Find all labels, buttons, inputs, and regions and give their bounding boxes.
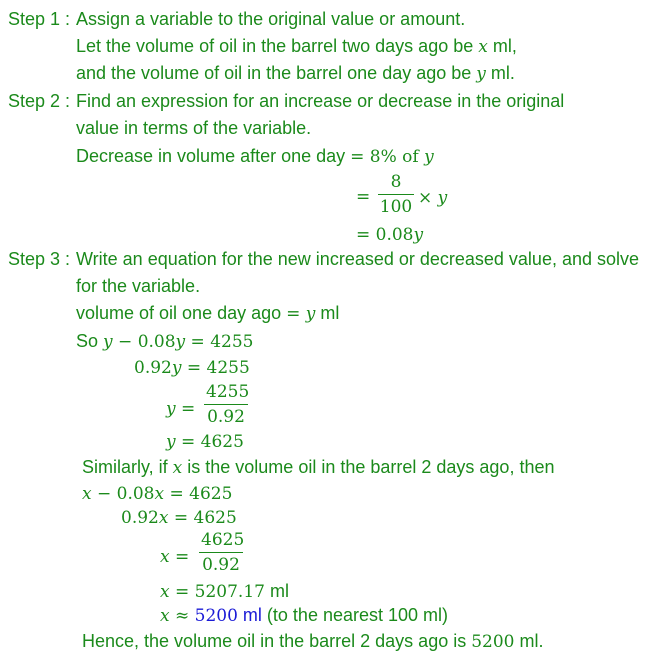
math: = 0.08 (356, 225, 414, 245)
text: Let the volume of oil in the barrel two days ago be (76, 36, 479, 56)
text: Similarly, if (82, 457, 173, 477)
step2-eq3 (356, 223, 423, 246)
unit: ml (264, 581, 289, 601)
numerator: 8 (378, 172, 414, 195)
variable-y: y (166, 399, 176, 419)
text: Hence, the volume oil in the barrel 2 days ago is (82, 631, 472, 651)
math: ≈ (169, 606, 195, 626)
x-equation-1 (82, 482, 232, 505)
text: So (76, 331, 104, 351)
numerator: 4255 (204, 382, 248, 405)
x-equation-4 (160, 580, 289, 603)
fraction-8-over-100 (378, 172, 414, 217)
variable-y: y (166, 432, 176, 452)
text: ml. (485, 63, 515, 83)
math: = 5207.17 (169, 582, 265, 602)
variable-x: x (154, 484, 165, 504)
step3-title-cont: for the variable. (76, 276, 201, 296)
y-equation-3-lhs (166, 397, 195, 420)
variable-x: x (478, 37, 488, 57)
denominator: 100 (379, 197, 413, 217)
text: ml. (514, 631, 544, 651)
variable-y: y (437, 188, 448, 208)
step2-title: Find an expression for an increase or decrease in the original (76, 91, 565, 111)
text: volume of oil one day ago (76, 303, 287, 323)
step3-volume-line (76, 302, 339, 325)
step2-label: Step 2 : (8, 91, 71, 111)
y-equation-2 (134, 356, 250, 379)
math: − 0.08 (91, 484, 155, 504)
step2-title-cont: value in terms of the variable. (76, 118, 312, 138)
step2-eq2-equals: = (356, 187, 371, 207)
text: ml, (487, 36, 517, 56)
variable-y: y (171, 358, 182, 378)
variable-x: x (160, 582, 170, 602)
math: = (175, 399, 196, 419)
variable-y: y (175, 332, 186, 352)
math: = 4625 (164, 484, 233, 504)
step3-title: Write an equation for the new increased or decreased value, and solve (76, 249, 640, 269)
math: − 0.08 (112, 332, 176, 352)
fraction-4255-over-092 (204, 382, 248, 427)
math: = 4255 (181, 358, 250, 378)
variable-y: y (103, 332, 113, 352)
x-equation-2 (121, 506, 237, 529)
math: 0.92 (121, 508, 159, 528)
step2-eq2-times (418, 186, 447, 209)
text: is the volume oil in the barrel 2 days ago, then (182, 457, 555, 477)
variable-x: x (172, 458, 183, 478)
math: = 8% of (350, 147, 425, 167)
text: Decrease in volume after one day (76, 146, 351, 166)
step2-eq1 (76, 145, 434, 168)
variable-x: x (158, 508, 169, 528)
x-equation-3-lhs (160, 545, 189, 568)
step1-title: Assign a variable to the original value or amount. (76, 9, 466, 29)
variable-y: y (305, 304, 316, 324)
numerator: 4625 (199, 530, 243, 553)
math: × (418, 188, 438, 208)
variable-y: y (413, 225, 424, 245)
math: = (169, 547, 190, 567)
conclusion (82, 630, 543, 653)
y-equation-1 (76, 330, 253, 353)
variable-x: x (160, 547, 170, 567)
denominator: 0.92 (207, 407, 245, 427)
math: = (286, 304, 306, 324)
variable-x: x (82, 484, 92, 504)
step3-label: Step 3 : (8, 249, 71, 269)
math: = 4625 (175, 432, 244, 452)
math: = 4255 (185, 332, 254, 352)
similarly-line (82, 456, 554, 479)
step1-label: Step 1 : (8, 9, 71, 29)
text: ml (315, 303, 340, 323)
math: 0.92 (134, 358, 172, 378)
variable-y: y (476, 64, 486, 84)
text: and the volume of oil in the barrel one day ago be (76, 63, 477, 83)
answer-value: 5200 (194, 606, 238, 626)
denominator: 0.92 (202, 555, 240, 575)
y-equation-4 (166, 430, 244, 453)
math: 5200 (471, 632, 515, 652)
x-equation-5 (160, 604, 448, 627)
rounding-note: (to the nearest 100 ml) (261, 605, 449, 625)
answer-unit: ml (237, 605, 262, 625)
step1-line3 (76, 62, 515, 85)
step1-line2 (76, 35, 517, 58)
variable-x: x (160, 606, 170, 626)
fraction-4625-over-092 (199, 530, 243, 575)
math: = 4625 (168, 508, 237, 528)
variable-y: y (424, 147, 434, 167)
